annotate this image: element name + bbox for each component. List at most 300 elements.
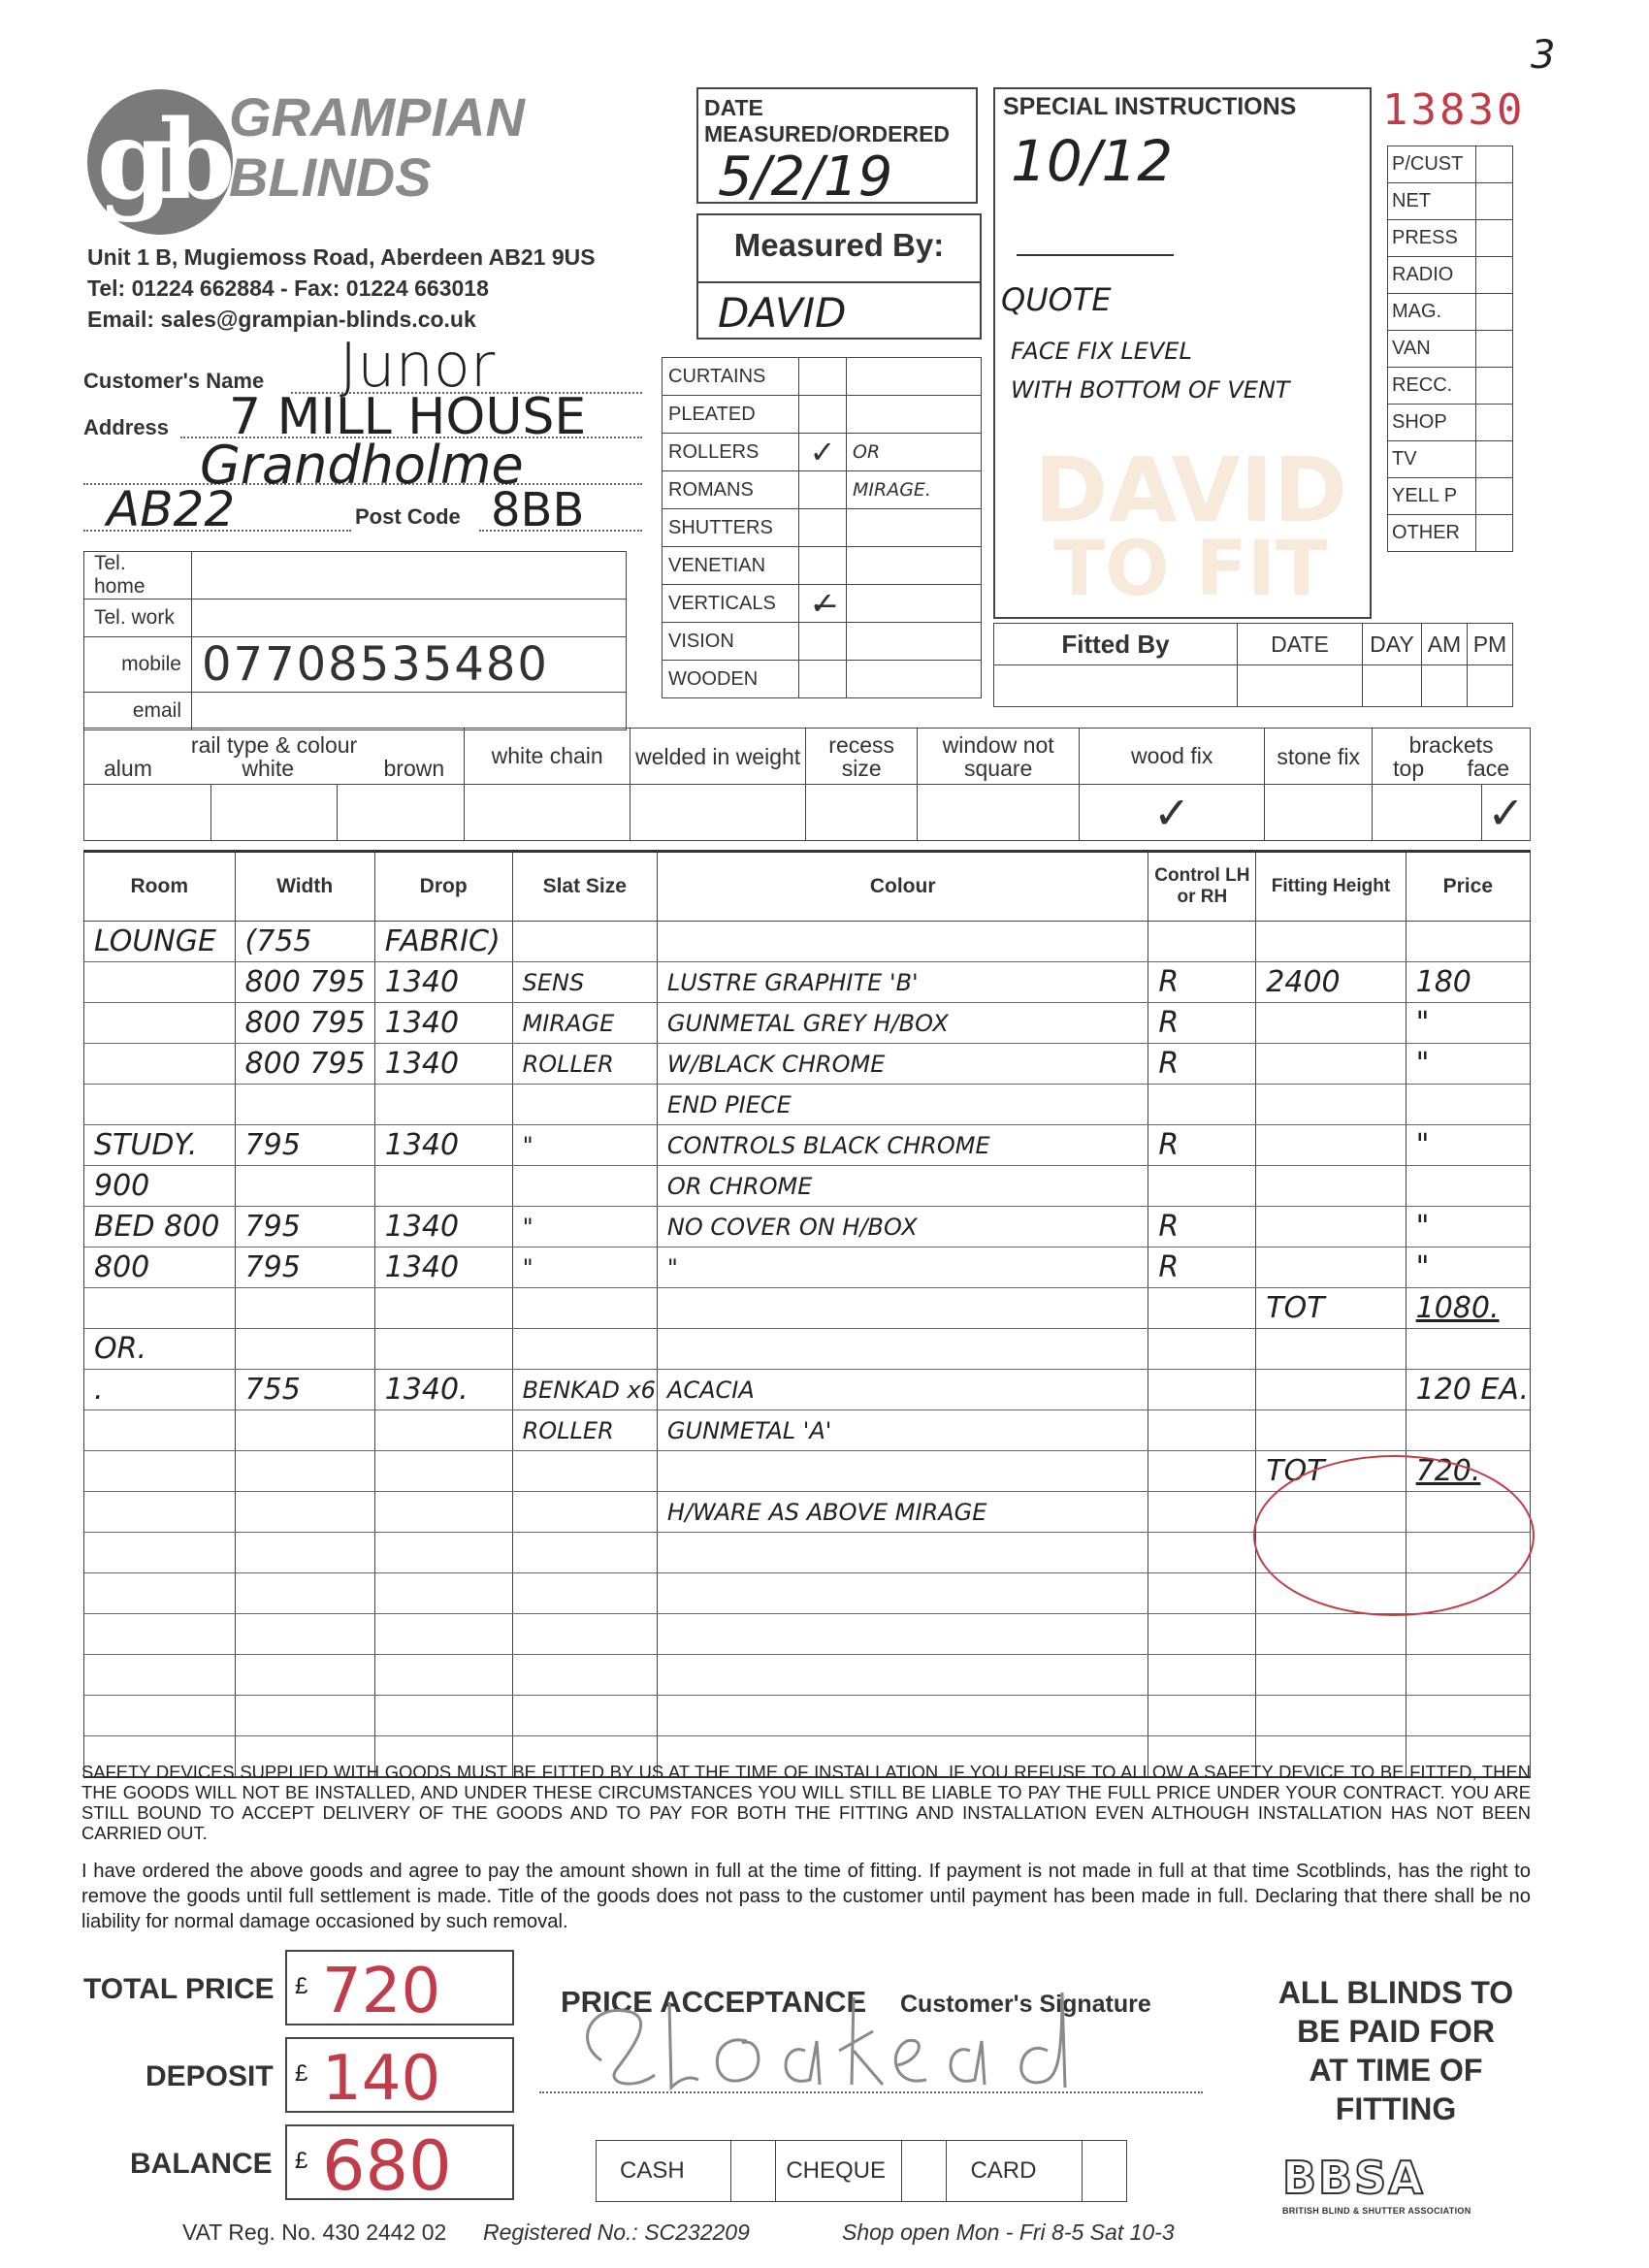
cell-room[interactable] xyxy=(84,1573,236,1614)
card-label: CARD xyxy=(947,2141,1082,2202)
cell-width[interactable]: 795 xyxy=(235,1247,374,1288)
balance-currency: £ xyxy=(295,2148,308,2174)
cell-price[interactable]: " xyxy=(1406,1247,1530,1288)
blind-type-checkbox[interactable] xyxy=(799,509,847,547)
col-room: Room xyxy=(84,852,236,922)
blind-type-checkbox[interactable] xyxy=(799,547,847,585)
blind-type-note xyxy=(847,396,982,434)
cell-drop[interactable] xyxy=(374,1451,512,1492)
blind-type-label: PLEATED xyxy=(663,396,799,434)
address-line-2[interactable]: Grandholme xyxy=(200,435,524,496)
cell-slat[interactable]: ROLLER xyxy=(512,1410,657,1451)
cell-price[interactable] xyxy=(1406,1655,1530,1696)
welded-checkbox[interactable] xyxy=(630,785,806,841)
date-label: DATE MEASURED/ORDERED xyxy=(704,95,951,146)
cell-drop[interactable]: 1340 xyxy=(374,962,512,1003)
cell-control[interactable]: R xyxy=(1148,1003,1256,1044)
cell-room[interactable]: BED 800 xyxy=(84,1207,236,1247)
source-checkbox[interactable] xyxy=(1476,331,1513,368)
cell-colour[interactable]: GUNMETAL GREY H/BOX xyxy=(657,1003,1148,1044)
source-checkbox[interactable] xyxy=(1476,183,1513,220)
cell-room[interactable] xyxy=(84,1003,236,1044)
brackets-label: brackets xyxy=(1408,731,1494,758)
cell-width[interactable] xyxy=(235,1451,374,1492)
contact-label: Tel. home xyxy=(84,552,192,599)
blind-type-checkbox[interactable] xyxy=(799,396,847,434)
cell-fitting[interactable] xyxy=(1256,1329,1406,1370)
cell-fitting[interactable]: 2400 xyxy=(1256,962,1406,1003)
cell-drop[interactable]: FABRIC) xyxy=(374,922,512,962)
white-chain-checkbox[interactable] xyxy=(465,785,630,841)
blind-type-checkbox[interactable] xyxy=(799,358,847,396)
cell-fitting[interactable] xyxy=(1256,1044,1406,1085)
wood-fix-checkbox[interactable]: ✓ xyxy=(1080,785,1265,841)
source-checkbox[interactable] xyxy=(1476,294,1513,331)
blind-type-note xyxy=(847,509,982,547)
blind-type-table xyxy=(662,357,982,698)
cell-room[interactable]: STUDY. xyxy=(84,1125,236,1166)
notice-line-4: FITTING xyxy=(1335,2091,1457,2126)
cell-fitting[interactable] xyxy=(1256,922,1406,962)
cell-room[interactable] xyxy=(84,1044,236,1085)
cell-width[interactable] xyxy=(235,1533,374,1573)
deposit-box xyxy=(285,2037,514,2113)
safety-terms: SAFETY DEVICES SUPPLIED WITH GOODS MUST BE FITTED BY US AT THE TIME OF INSTALLATION. IF YOU REFUSE TO ALLOW A SAFETY DEVICE TO BE FITTED, THEN THE GOODS WILL NOT BE INSTALLED, AND UNDER THESE CIRCUMSTANCES YOU WILL STILL BE LIABLE TO PAY THE FULL PRICE UNDER YOUR CONTRACT. YOU ARE STILL BOUND TO ACCEPT DELIVERY OF THE GOODS AND TO PAY FOR BOTH THE FITTING AND INSTALLATION EVEN ALTHOUGH INSTALLATION HAS NOT BEEN CARRIED OUT. xyxy=(81,1762,1531,1843)
cell-room[interactable]: OR. xyxy=(84,1329,236,1370)
notice-line-1: ALL BLINDS TO xyxy=(1277,1975,1514,2010)
blind-type-note xyxy=(847,585,982,623)
notice-line-3: AT TIME OF xyxy=(1309,2053,1483,2088)
source-label: YELL P xyxy=(1388,478,1476,515)
cell-width[interactable]: 755 xyxy=(235,1370,374,1410)
date-box xyxy=(696,87,978,209)
brown-checkbox[interactable] xyxy=(338,785,465,841)
cell-room[interactable] xyxy=(84,1492,236,1533)
cell-colour[interactable]: ACACIA xyxy=(657,1370,1148,1410)
payment-methods xyxy=(596,2140,1127,2202)
total-price-value[interactable]: 720 xyxy=(322,1956,441,2027)
col-drop: Drop xyxy=(374,852,512,922)
cell-room[interactable]: 800 xyxy=(84,1247,236,1288)
fitted-by-table xyxy=(993,623,1513,707)
cell-fitting[interactable] xyxy=(1256,1655,1406,1696)
cell-width[interactable] xyxy=(235,1288,374,1329)
cell-width[interactable]: 800 795 xyxy=(235,1044,374,1085)
cell-fitting[interactable] xyxy=(1256,1125,1406,1166)
balance-value[interactable]: 680 xyxy=(322,2126,452,2206)
measured-by-box xyxy=(696,213,982,340)
cell-drop[interactable]: 1340 xyxy=(374,1044,512,1085)
cell-width[interactable] xyxy=(235,1085,374,1125)
cell-room[interactable]: 900 xyxy=(84,1166,236,1207)
cell-price[interactable] xyxy=(1406,1085,1530,1125)
address-line-1[interactable]: 7 MILL HOUSE xyxy=(229,388,587,446)
company-email: Email: sales@grampian-blinds.co.uk xyxy=(87,307,476,332)
blind-type-label: ROLLERS xyxy=(663,434,799,471)
cell-control[interactable]: R xyxy=(1148,1247,1256,1288)
cell-control[interactable] xyxy=(1148,1370,1256,1410)
cell-colour[interactable]: W/BLACK CHROME xyxy=(657,1044,1148,1085)
cell-fitting[interactable] xyxy=(1256,1696,1406,1736)
cell-width[interactable]: 795 xyxy=(235,1207,374,1247)
cell-room[interactable] xyxy=(84,1655,236,1696)
cell-room[interactable] xyxy=(84,1410,236,1451)
cell-slat[interactable] xyxy=(512,1533,657,1573)
cell-slat[interactable] xyxy=(512,1451,657,1492)
contact-value[interactable] xyxy=(192,599,627,637)
cell-drop[interactable] xyxy=(374,1696,512,1736)
blind-type-checkbox[interactable] xyxy=(799,623,847,661)
source-checkbox[interactable] xyxy=(1476,220,1513,257)
cell-fitting[interactable] xyxy=(1256,1003,1406,1044)
company-address: Unit 1 B, Mugiemoss Road, Aberdeen AB21 9US xyxy=(87,244,596,270)
cell-price[interactable]: " xyxy=(1406,1044,1530,1085)
cell-colour[interactable] xyxy=(657,1696,1148,1736)
cell-slat[interactable]: " xyxy=(512,1247,657,1288)
cell-price[interactable]: 720. xyxy=(1406,1451,1530,1492)
cell-slat[interactable]: SENS xyxy=(512,962,657,1003)
cell-colour[interactable]: GUNMETAL 'A' xyxy=(657,1410,1148,1451)
fitted-by-label: Fitted By xyxy=(994,624,1238,665)
special-line-2[interactable]: FACE FIX LEVEL xyxy=(1011,338,1192,365)
cell-control[interactable] xyxy=(1148,1329,1256,1370)
logo-word-blinds: BLINDS xyxy=(229,146,432,208)
cell-control[interactable] xyxy=(1148,1573,1256,1614)
contact-label: Tel. work xyxy=(84,599,192,637)
cell-control[interactable] xyxy=(1148,1492,1256,1533)
special-line-1[interactable]: QUOTE xyxy=(1001,281,1112,318)
source-label: NET xyxy=(1388,183,1476,220)
blind-type-label: VENETIAN xyxy=(663,547,799,585)
rail-alum-label: alum xyxy=(104,755,152,781)
cell-drop[interactable] xyxy=(374,1614,512,1655)
blind-type-label: SHUTTERS xyxy=(663,509,799,547)
cash-label: CASH xyxy=(597,2141,731,2202)
contact-value[interactable] xyxy=(192,693,627,730)
cell-control[interactable]: R xyxy=(1148,1207,1256,1247)
source-label: P/CUST xyxy=(1388,146,1476,183)
bbsa-logo-text: BBSA xyxy=(1282,2152,1425,2204)
cell-fitting[interactable] xyxy=(1256,1247,1406,1288)
cell-slat[interactable] xyxy=(512,1696,657,1736)
blind-type-label: CURTAINS xyxy=(663,358,799,396)
cell-slat[interactable] xyxy=(512,922,657,962)
cell-control[interactable] xyxy=(1148,1166,1256,1207)
postcode-value[interactable]: 8BB xyxy=(491,483,585,537)
fitted-day-label: DAY xyxy=(1363,624,1422,665)
cell-price[interactable]: " xyxy=(1406,1125,1530,1166)
cell-control[interactable] xyxy=(1148,1696,1256,1736)
cell-width[interactable]: 800 795 xyxy=(235,1003,374,1044)
cell-room[interactable] xyxy=(84,1533,236,1573)
total-currency: £ xyxy=(295,1973,308,1999)
date-value[interactable]: 5/2/19 xyxy=(718,146,893,209)
cell-drop[interactable]: 1340 xyxy=(374,1125,512,1166)
cell-slat[interactable] xyxy=(512,1655,657,1696)
cell-colour[interactable]: OR CHROME xyxy=(657,1166,1148,1207)
cell-room[interactable]: LOUNGE xyxy=(84,922,236,962)
wood-fix-label: wood fix xyxy=(1080,729,1265,785)
card-checkbox[interactable] xyxy=(1082,2141,1126,2202)
cell-drop[interactable] xyxy=(374,1533,512,1573)
cell-width[interactable]: 800 795 xyxy=(235,962,374,1003)
cell-drop[interactable] xyxy=(374,1492,512,1533)
cell-slat[interactable] xyxy=(512,1166,657,1207)
source-checkbox[interactable] xyxy=(1476,368,1513,405)
cell-control[interactable]: R xyxy=(1148,962,1256,1003)
source-label: TV xyxy=(1388,441,1476,478)
source-checkbox[interactable] xyxy=(1476,257,1513,294)
contact-value[interactable] xyxy=(192,552,627,599)
cell-control[interactable] xyxy=(1148,1085,1256,1125)
col-control: Control LH or RH xyxy=(1148,852,1256,922)
customer-signature[interactable] xyxy=(563,1983,1106,2099)
fitted-by-value[interactable] xyxy=(994,665,1238,707)
rail-brown-label: brown xyxy=(383,755,445,781)
source-label: RECC. xyxy=(1388,368,1476,405)
blind-type-checkbox[interactable] xyxy=(799,471,847,509)
rail-type-header xyxy=(84,729,465,785)
source-checkbox[interactable] xyxy=(1476,441,1513,478)
cell-drop[interactable]: 1340 xyxy=(374,1003,512,1044)
cell-room[interactable] xyxy=(84,1696,236,1736)
cell-drop[interactable] xyxy=(374,1329,512,1370)
cell-colour[interactable] xyxy=(657,1655,1148,1696)
special-instructions-label: SPECIAL INSTRUCTIONS xyxy=(1003,93,1297,120)
agreement-terms: I have ordered the above goods and agree to pay the amount shown in full at the time of fitting. If payment is not made in full at that time Scotblinds, has the right to remove the goods until full settlement is made. Title of the goods does not pass to the customer until payment has been made in full. Declaring that there shall be no liability for normal damage occasioned by such removal. xyxy=(81,1861,1531,1932)
cell-colour[interactable]: END PIECE xyxy=(657,1085,1148,1125)
blind-type-note xyxy=(847,661,982,698)
source-checkbox[interactable] xyxy=(1476,405,1513,441)
cell-width[interactable] xyxy=(235,1329,374,1370)
cell-width[interactable] xyxy=(235,1410,374,1451)
cell-width[interactable] xyxy=(235,1166,374,1207)
cell-control[interactable] xyxy=(1148,922,1256,962)
contact-value[interactable]: 07708535480 xyxy=(192,637,627,693)
cell-colour[interactable] xyxy=(657,1573,1148,1614)
cell-width[interactable] xyxy=(235,1655,374,1696)
cell-control[interactable] xyxy=(1148,1655,1256,1696)
blind-type-checkbox[interactable] xyxy=(799,661,847,698)
cell-slat[interactable]: " xyxy=(512,1125,657,1166)
source-checkbox[interactable] xyxy=(1476,515,1513,552)
page-number: 3 xyxy=(1531,33,1556,78)
postcode-label: Post Code xyxy=(355,504,461,529)
rail-type-label: rail type & colour xyxy=(190,731,358,758)
contact-label: email xyxy=(84,693,192,730)
stone-fix-label: stone fix xyxy=(1265,729,1373,785)
vat-number: VAT Reg. No. 430 2442 02 xyxy=(182,2219,447,2245)
brackets-face-label: face xyxy=(1467,755,1509,781)
cell-fitting[interactable]: TOT xyxy=(1256,1288,1406,1329)
source-checkbox[interactable] xyxy=(1476,478,1513,515)
cell-control[interactable]: R xyxy=(1148,1125,1256,1166)
fitted-pm-value[interactable] xyxy=(1467,665,1512,707)
cell-price[interactable]: " xyxy=(1406,1003,1530,1044)
cell-width[interactable] xyxy=(235,1573,374,1614)
brackets-header xyxy=(1373,729,1531,785)
cell-colour[interactable]: CONTROLS BLACK CHROME xyxy=(657,1125,1148,1166)
contact-table xyxy=(83,551,627,730)
white-checkbox[interactable] xyxy=(210,785,338,841)
cell-drop[interactable] xyxy=(374,1085,512,1125)
blind-type-note xyxy=(847,623,982,661)
cell-price[interactable] xyxy=(1406,1329,1530,1370)
cell-control[interactable] xyxy=(1148,1410,1256,1451)
fitted-date-value[interactable] xyxy=(1238,665,1363,707)
address-line-3[interactable]: AB22 xyxy=(107,481,236,537)
total-price-label: TOTAL PRICE xyxy=(83,1973,275,2005)
special-line-3[interactable]: WITH BOTTOM OF VENT xyxy=(1011,376,1290,404)
cell-colour[interactable]: " xyxy=(657,1247,1148,1288)
blind-type-checkbox[interactable]: ✓ xyxy=(799,434,847,471)
fitted-day-value[interactable] xyxy=(1363,665,1422,707)
brackets-top-label: top xyxy=(1393,755,1425,781)
cell-slat[interactable]: " xyxy=(512,1207,657,1247)
cell-colour[interactable] xyxy=(657,1614,1148,1655)
cell-slat[interactable] xyxy=(512,1614,657,1655)
brackets-top-checkbox[interactable] xyxy=(1373,785,1482,841)
cell-drop[interactable]: 1340 xyxy=(374,1247,512,1288)
col-price: Price xyxy=(1406,852,1530,922)
notice-line-2: BE PAID FOR xyxy=(1297,2014,1495,2049)
cell-price[interactable]: " xyxy=(1406,1207,1530,1247)
deposit-label: DEPOSIT xyxy=(146,2060,274,2092)
recess-checkbox[interactable] xyxy=(806,785,918,841)
cell-price[interactable] xyxy=(1406,1696,1530,1736)
blind-type-checkbox[interactable]: ✓̶ xyxy=(799,585,847,623)
cell-colour[interactable]: NO COVER ON H/BOX xyxy=(657,1207,1148,1247)
cell-control[interactable] xyxy=(1148,1451,1256,1492)
cell-fitting[interactable] xyxy=(1256,1085,1406,1125)
cell-control[interactable] xyxy=(1148,1614,1256,1655)
cell-width[interactable] xyxy=(235,1696,374,1736)
col-width: Width xyxy=(235,852,374,922)
payment-notice xyxy=(1245,1973,1546,2128)
cell-drop[interactable]: 1340. xyxy=(374,1370,512,1410)
cell-price[interactable]: 1080. xyxy=(1406,1288,1530,1329)
deposit-value[interactable]: 140 xyxy=(322,2043,441,2115)
cell-room[interactable] xyxy=(84,1085,236,1125)
logo-letters: gb xyxy=(97,97,222,224)
cell-drop[interactable]: 1340 xyxy=(374,1207,512,1247)
blind-type-note: OR xyxy=(847,434,982,471)
special-date-note[interactable]: 10/12 xyxy=(1011,128,1174,194)
cell-colour[interactable] xyxy=(657,922,1148,962)
cell-slat[interactable]: MIRAGE xyxy=(512,1003,657,1044)
cell-price[interactable] xyxy=(1406,1614,1530,1655)
cell-room[interactable]: . xyxy=(84,1370,236,1410)
cell-colour[interactable]: LUSTRE GRAPHITE 'B' xyxy=(657,962,1148,1003)
cell-colour[interactable] xyxy=(657,1288,1148,1329)
measured-by-value[interactable]: DAVID xyxy=(718,289,847,337)
cell-control[interactable]: R xyxy=(1148,1044,1256,1085)
cell-slat[interactable] xyxy=(512,1085,657,1125)
cell-drop[interactable] xyxy=(374,1655,512,1696)
cell-price[interactable] xyxy=(1406,922,1530,962)
fitted-pm-label: PM xyxy=(1467,624,1512,665)
fitted-date-label: DATE xyxy=(1238,624,1363,665)
registered-number: Registered No.: SC232209 xyxy=(483,2219,750,2245)
blind-type-note xyxy=(847,547,982,585)
cell-drop[interactable] xyxy=(374,1288,512,1329)
cell-fitting[interactable]: TOT xyxy=(1256,1451,1406,1492)
cell-price[interactable] xyxy=(1406,1166,1530,1207)
cell-room[interactable] xyxy=(84,1451,236,1492)
alum-checkbox[interactable] xyxy=(84,785,211,841)
cell-fitting[interactable] xyxy=(1256,1166,1406,1207)
source-label: SHOP xyxy=(1388,405,1476,441)
cell-room[interactable] xyxy=(84,962,236,1003)
cell-slat[interactable] xyxy=(512,1288,657,1329)
blind-type-note xyxy=(847,358,982,396)
cell-fitting[interactable] xyxy=(1256,1370,1406,1410)
fitted-am-value[interactable] xyxy=(1421,665,1467,707)
cell-control[interactable] xyxy=(1148,1533,1256,1573)
cell-control[interactable] xyxy=(1148,1288,1256,1329)
cash-checkbox[interactable] xyxy=(730,2141,775,2202)
window-checkbox[interactable] xyxy=(918,785,1080,841)
logo-word-grampian: GRAMPIAN xyxy=(229,86,525,147)
cell-slat[interactable]: ROLLER xyxy=(512,1044,657,1085)
cell-colour[interactable]: H/WARE AS ABOVE MIRAGE xyxy=(657,1492,1148,1533)
recess-label: recess size xyxy=(806,729,918,785)
cell-colour[interactable] xyxy=(657,1451,1148,1492)
cell-room[interactable] xyxy=(84,1288,236,1329)
cell-width[interactable] xyxy=(235,1492,374,1533)
cell-width[interactable] xyxy=(235,1614,374,1655)
balance-box xyxy=(285,2124,514,2206)
blind-type-label: VERTICALS xyxy=(663,585,799,623)
cell-drop[interactable] xyxy=(374,1573,512,1614)
blind-type-label: WOODEN xyxy=(663,661,799,698)
cell-drop[interactable] xyxy=(374,1166,512,1207)
blind-type-label: ROMANS xyxy=(663,471,799,509)
cell-drop[interactable] xyxy=(374,1410,512,1451)
stone-fix-checkbox[interactable] xyxy=(1265,785,1373,841)
cell-price[interactable]: 120 EA. xyxy=(1406,1370,1530,1410)
source-label: VAN xyxy=(1388,331,1476,368)
cell-slat[interactable] xyxy=(512,1329,657,1370)
bbsa-logo xyxy=(1282,2152,1471,2216)
fitted-am-label: AM xyxy=(1421,624,1467,665)
cell-fitting[interactable] xyxy=(1256,1614,1406,1655)
special-stamp-2: TO FIT xyxy=(1053,526,1328,613)
cell-colour[interactable] xyxy=(657,1533,1148,1573)
source-checkbox[interactable] xyxy=(1476,146,1513,183)
cell-colour[interactable] xyxy=(657,1329,1148,1370)
cell-room[interactable] xyxy=(84,1614,236,1655)
cell-width[interactable]: (755 xyxy=(235,922,374,962)
cell-fitting[interactable] xyxy=(1256,1410,1406,1451)
col-slat: Slat Size xyxy=(512,852,657,922)
cell-price[interactable] xyxy=(1406,1410,1530,1451)
cell-fitting[interactable] xyxy=(1256,1207,1406,1247)
brackets-face-checkbox[interactable]: ✓ xyxy=(1482,785,1531,841)
blind-type-label: VISION xyxy=(663,623,799,661)
cell-slat[interactable] xyxy=(512,1573,657,1614)
source-label: RADIO xyxy=(1388,257,1476,294)
cell-width[interactable]: 795 xyxy=(235,1125,374,1166)
window-label: window not square xyxy=(918,729,1080,785)
cheque-checkbox[interactable] xyxy=(902,2141,947,2202)
customer-name-value[interactable]: Junor xyxy=(340,330,496,401)
cell-slat[interactable]: BENKAD x6 xyxy=(512,1370,657,1410)
cell-slat[interactable] xyxy=(512,1492,657,1533)
col-fitting: Fitting Height xyxy=(1256,852,1406,922)
col-colour: Colour xyxy=(657,852,1148,922)
cell-price[interactable]: 180 xyxy=(1406,962,1530,1003)
